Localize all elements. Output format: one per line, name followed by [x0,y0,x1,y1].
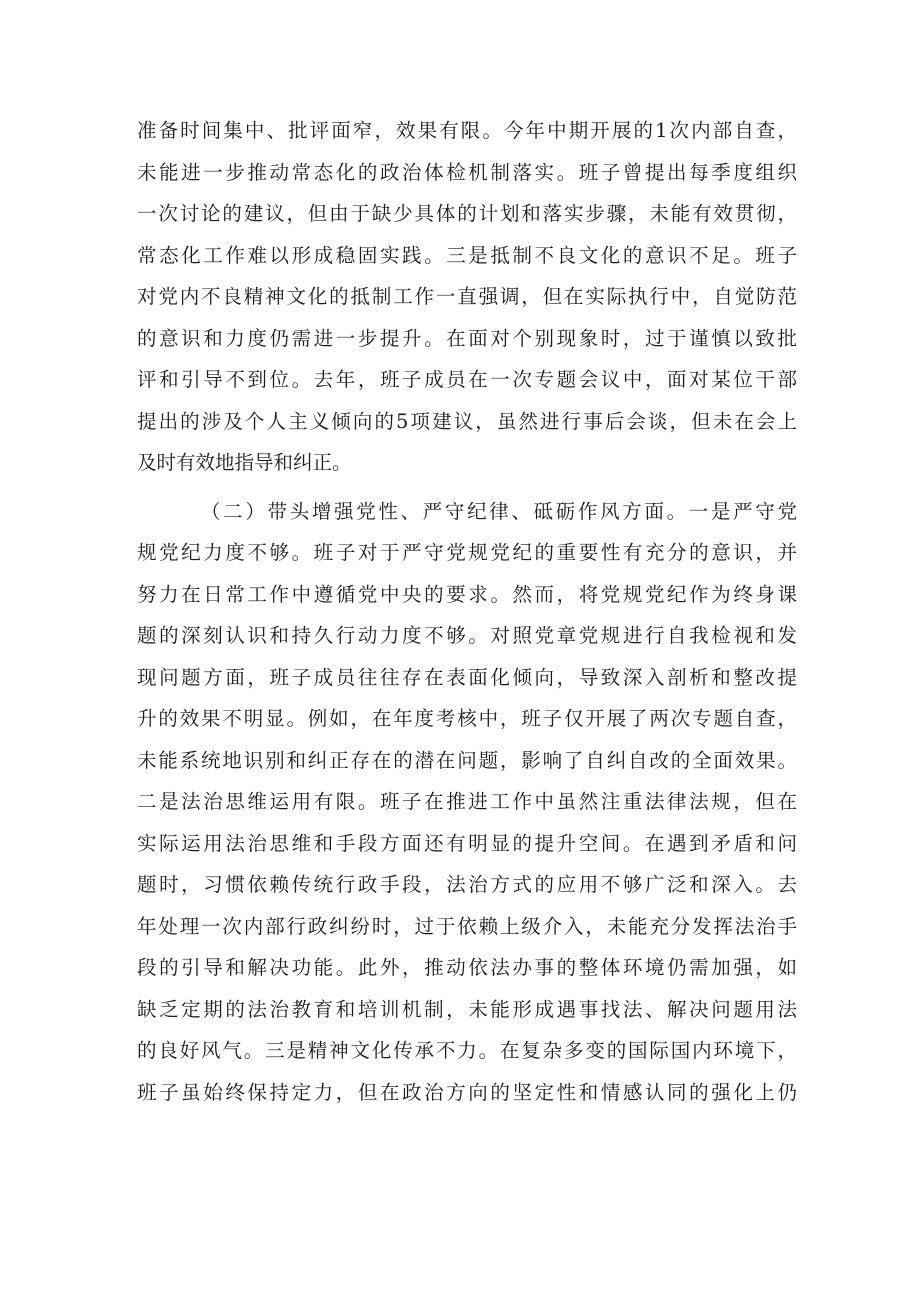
document-body [137,110,797,1113]
paragraph-line: 实际运用法治思维和手段方面还有明显的提升空间。在遇到矛盾和问 [137,831,797,855]
paragraph-line: 题的深刻认识和持久行动力度不够。对照党章党规进行自我检视和发 [137,624,797,647]
paragraph-line: 段的引导和解决功能。此外，推动依法办事的整体环境仍需加强，如 [137,956,797,979]
paragraph-line: 评和引导不到位。去年，班子成员在一次专题会议中，面对某位干部 [137,368,797,391]
paragraph-line: 未能系统地识别和纠正存在的潜在问题，影响了自纠自改的全面效果。 [137,748,797,772]
paragraph-line: 提出的涉及个人主义倾向的5项建议，虽然进行事后会谈，但未在会上 [137,409,797,433]
paragraph-line: 一次讨论的建议，但由于缺少具体的计划和落实步骤，未能有效贯彻， [137,202,797,225]
paragraph-2 [137,491,797,1114]
section-heading-line: （二）带头增强党性、严守纪律、砥砺作风方面。一是严守党 [201,499,797,523]
paragraph-1 [137,110,797,484]
paragraph-line: 努力在日常工作中遵循党中央的要求。然而，将党规党纪作为终身课 [137,582,797,606]
paragraph-line: 的意识和力度仍需进一步提升。在面对个别现象时，过于谨慎以致批 [137,326,797,350]
paragraph-line: 缺乏定期的法治教育和培训机制，未能形成遇事找法、解决问题用法 [137,997,797,1021]
paragraph-line: 常态化工作难以形成稳固实践。三是抵制不良文化的意识不足。班子 [137,243,797,267]
paragraph-line: 题时，习惯依赖传统行政手段，法治方式的应用不够广泛和深入。去 [137,873,797,896]
paragraph-line: 二是法治思维运用有限。班子在推进工作中虽然注重法律法规，但在 [137,790,797,813]
paragraph-line: 年处理一次内部行政纠纷时，过于依赖上级介入，未能充分发挥法治手 [137,914,797,938]
paragraph-line: 升的效果不明显。例如，在年度考核中，班子仅开展了两次专题自查， [137,707,797,730]
paragraph-spacer [137,484,797,491]
paragraph-line: 班子虽始终保持定力，但在政治方向的坚定性和情感认同的强化上仍 [137,1080,797,1104]
paragraph-line: 对党内不良精神文化的抵制工作一直强调，但在实际执行中，自觉防范 [137,285,797,308]
paragraph-line: 及时有效地指导和纠正。 [137,451,352,474]
paragraph-line: 准备时间集中、批评面窄，效果有限。今年中期开展的1次内部自查， [137,119,797,142]
paragraph-line: 规党纪力度不够。班子对于严守党规党纪的重要性有充分的意识，并 [137,541,797,564]
paragraph-line: 的良好风气。三是精神文化传承不力。在复杂多变的国际国内环境下， [137,1039,797,1062]
paragraph-line: 现问题方面，班子成员往往存在表面化倾向，导致深入剖析和整改提 [137,665,797,689]
paragraph-line: 未能进一步推动常态化的政治体检机制落实。班子曾提出每季度组织 [137,160,797,184]
